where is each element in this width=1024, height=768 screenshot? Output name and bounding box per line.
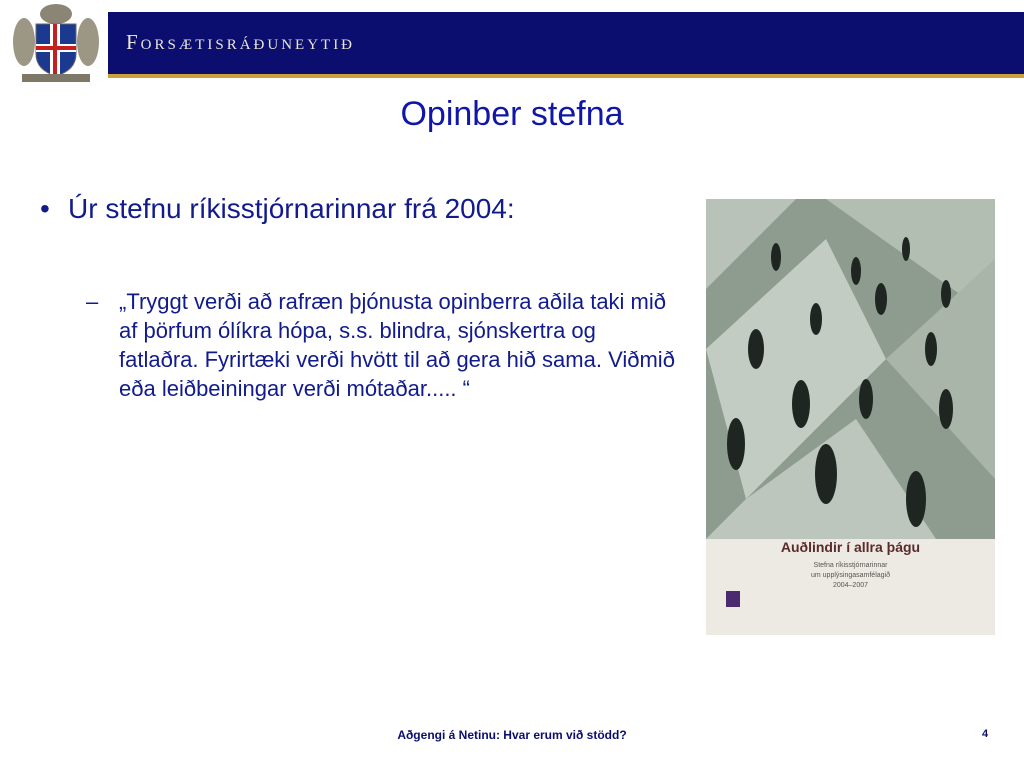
booklet-subtitle-line: 2004–2007: [832, 582, 869, 589]
slide-title: Opinber stefna: [400, 95, 624, 133]
booklet-title: Auðlindir í allra þágu: [780, 539, 921, 555]
footer-caption: Aðgengi á Netinu: Hvar erum við stödd?: [397, 728, 627, 742]
booklet-cover-image: [706, 199, 995, 635]
sub-bullet-text: „Tryggt verði að rafræn þjónusta opinberra aðila taki mið af þörfum ólíkra hópa, s.s. blindra, sjónskertra og fatlaðra. Fyrirtæki verði hvött til að gera hið sama. Viðmið eða leiðbeiningar verði mótaðar..... “: [119, 289, 675, 401]
sub-bullet-dash: –: [86, 289, 99, 314]
booklet-subtitle: [706, 561, 995, 591]
bullet-item: [40, 193, 515, 225]
bullet-text: Úr stefnu ríkisstjórnarinnar frá 2004:: [68, 193, 515, 224]
ministry-name: Forsætisráðuneytið: [126, 30, 356, 54]
page-number: 4: [982, 728, 989, 740]
bullet-dot: •: [40, 193, 50, 224]
coat-of-arms-logo: [10, 2, 102, 86]
sub-bullet-item: [86, 287, 676, 403]
booklet-subtitle-line: um upplýsingasamfélagið: [811, 572, 890, 579]
header-rule: [108, 74, 1024, 78]
booklet-subtitle-line: Stefna ríkisstjórnarinnar: [813, 562, 888, 569]
